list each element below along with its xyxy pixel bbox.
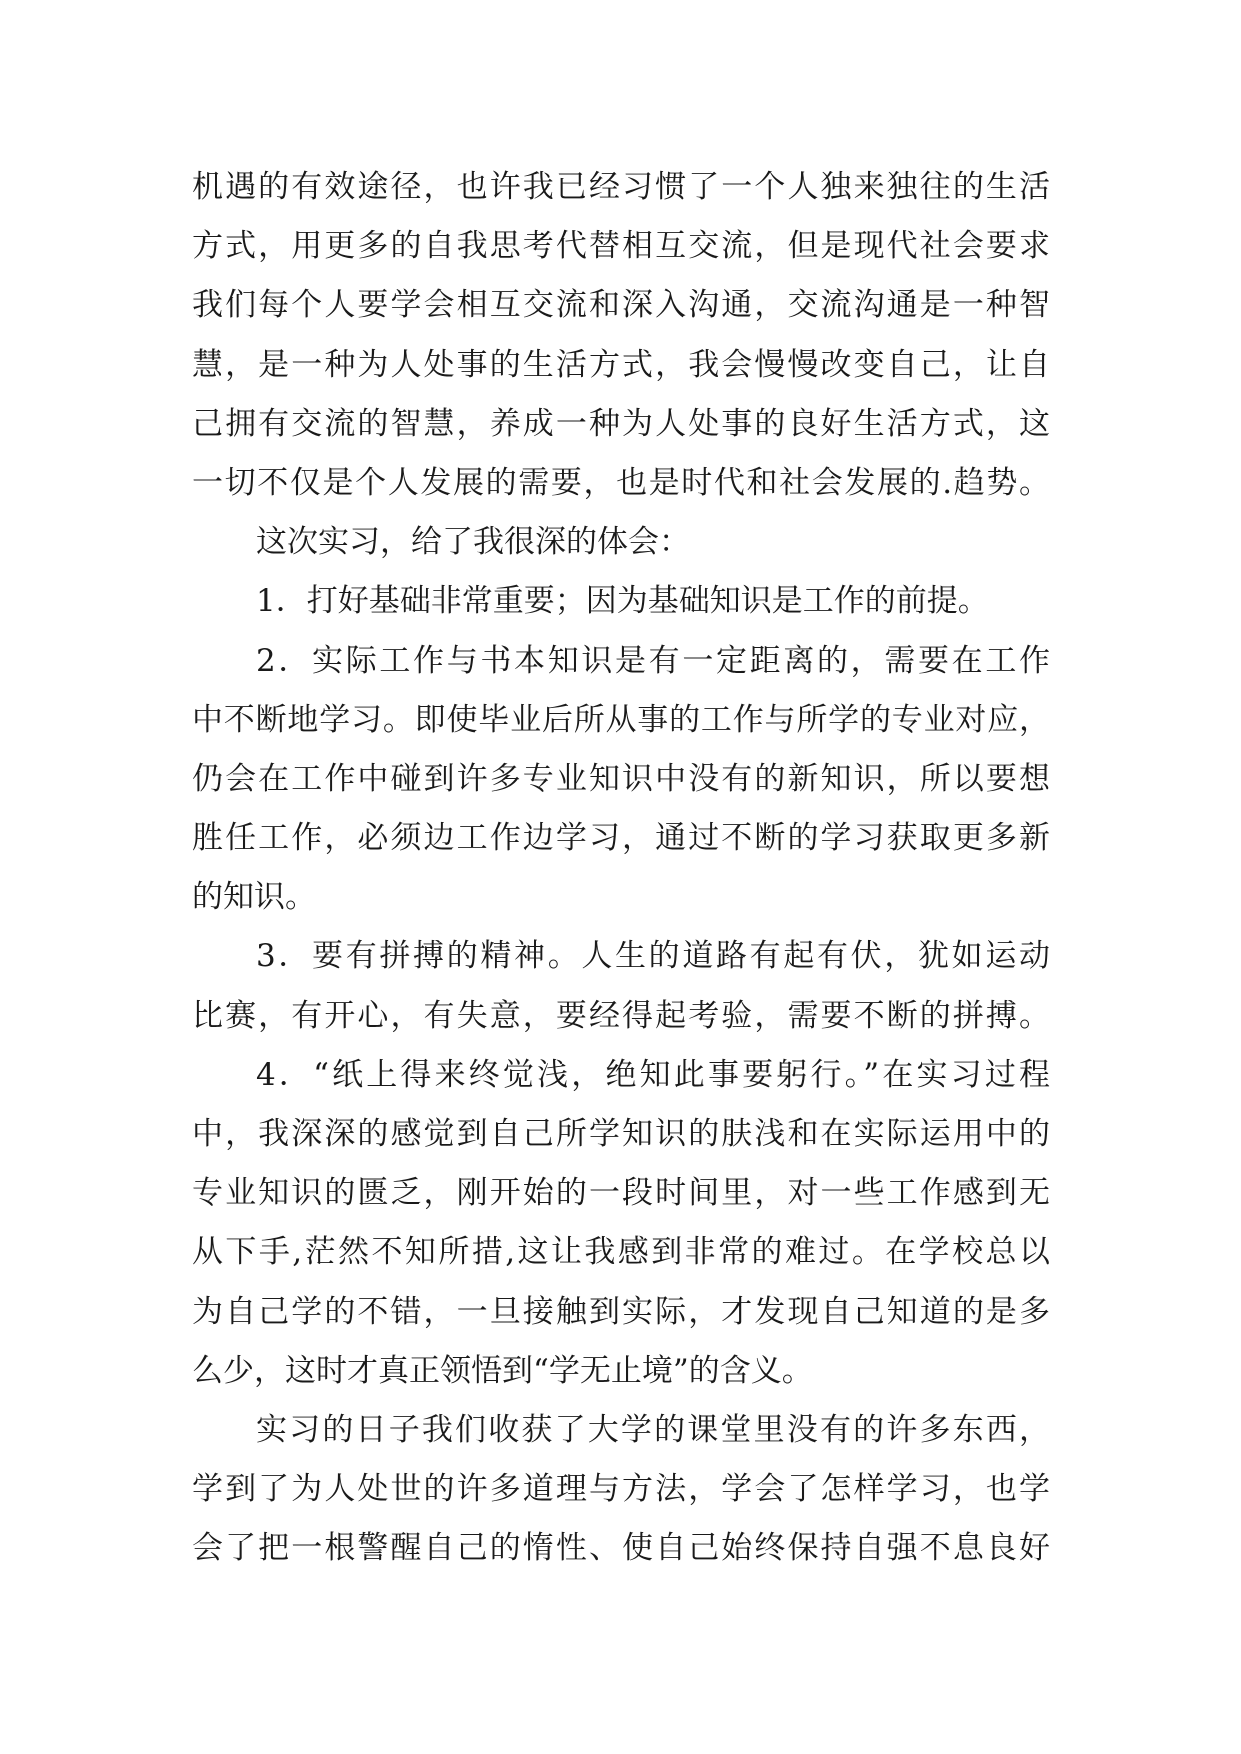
list-item-line: 胜任工作，必须边工作边学习，通过不断的学习获取更多新 (192, 820, 1050, 857)
list-item-line: 4．“纸上得来终觉浅，绝知此事要躬行。”在实习过程 (256, 1056, 1050, 1093)
paragraph-line: 机遇的有效途径，也许我已经习惯了一个人独来独往的生活 (192, 169, 1050, 205)
list-item-line: 么少，这时才真正领悟到“学无止境”的含义。 (192, 1352, 813, 1389)
paragraph-line: 己拥有交流的智慧，养成一种为人处事的良好生活方式，这 (192, 405, 1050, 442)
list-item-line: 的知识。 (192, 879, 316, 916)
paragraph-line: 实习的日子我们收获了大学的课堂里没有的许多东西， (256, 1411, 1050, 1448)
list-item-line: 仍会在工作中碰到许多专业知识中没有的新知识，所以要想 (192, 760, 1050, 797)
list-item-line: 2．实际工作与书本知识是有一定距离的，需要在工作 (256, 642, 1050, 679)
paragraph-line: 方式，用更多的自我思考代替相互交流，但是现代社会要求 (192, 228, 1050, 265)
paragraph-line: 这次实习，给了我很深的体会： (256, 524, 690, 561)
paragraph-line: 一切不仅是个人发展的需要，也是时代和社会发展的.趋势。 (192, 464, 1050, 501)
list-item-line: 中不断地学习。即使毕业后所从事的工作与所学的专业对应， (192, 701, 1050, 738)
document-body (192, 158, 1050, 1579)
list-item-line: 比赛，有开心，有失意，要经得起考验，需要不断的拼搏。 (192, 997, 1050, 1034)
list-item-line: 3．要有拼搏的精神。人生的道路有起有伏，犹如运动 (256, 938, 1050, 975)
paragraph-line: 学到了为人处世的许多道理与方法，学会了怎样学习，也学 (192, 1471, 1050, 1508)
paragraph-line: 慧，是一种为人处事的生活方式，我会慢慢改变自己，让自 (192, 346, 1050, 383)
list-item-line: 1．打好基础非常重要；因为基础知识是工作的前提。 (256, 583, 989, 620)
paragraph-line: 会了把一根警醒自己的惰性、使自己始终保持自强不息良好 (192, 1530, 1050, 1567)
paragraph-line: 我们每个人要学会相互交流和深入沟通，交流沟通是一种智 (192, 287, 1050, 324)
list-item-line: 从下手,茫然不知所措,这让我感到非常的难过。在学校总以 (192, 1234, 1050, 1271)
list-item-line: 专业知识的匮乏，刚开始的一段时间里，对一些工作感到无 (192, 1175, 1050, 1212)
list-item-line: 为自己学的不错，一旦接触到实际，才发现自己知道的是多 (192, 1293, 1050, 1330)
list-item-line: 中，我深深的感觉到自己所学知识的肤浅和在实际运用中的 (192, 1116, 1050, 1152)
